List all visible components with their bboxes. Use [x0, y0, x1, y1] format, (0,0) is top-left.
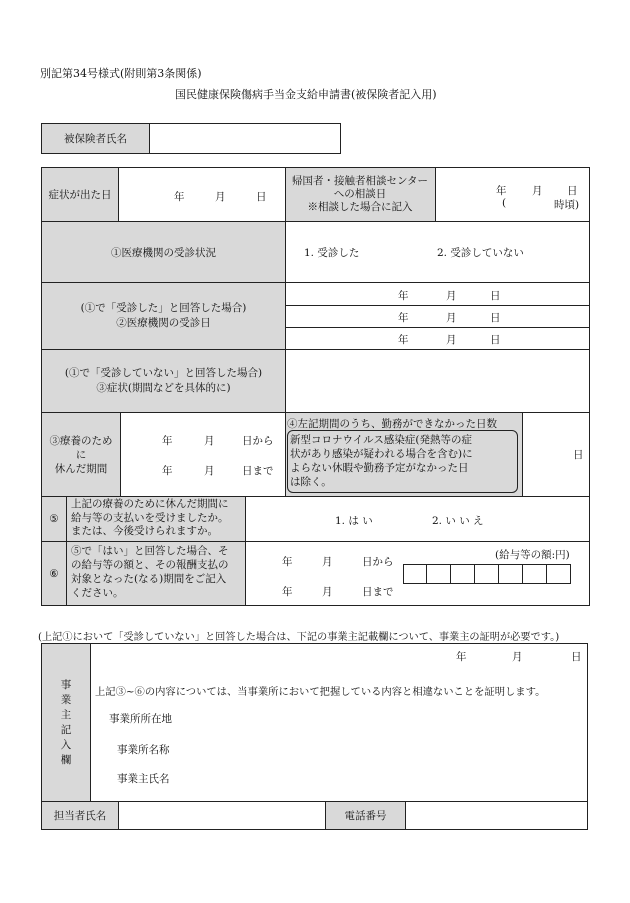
symptom-day: 日 — [256, 191, 267, 203]
amount-digit-box[interactable] — [475, 564, 499, 584]
employer-owner-field[interactable] — [180, 765, 580, 787]
symptom-date-field[interactable] — [119, 168, 285, 221]
q6-amount-label: (給与等の額:円) — [495, 549, 570, 561]
symptom-month: 月 — [215, 191, 226, 203]
q5-option-yes[interactable]: 1. は い — [335, 515, 373, 527]
q6-text: ⑤で「はい」と回答した場合、そ の給与等の額と、その報酬支払の 対象となった(なる)期間をご記入 ください。 — [71, 545, 229, 599]
employer-note: (上記①において「受診していない」と回答した場合は、下記の事業主記載欄について、事業主の証明が必要です。) — [38, 632, 560, 643]
q4-days-field[interactable]: 日 — [573, 449, 584, 461]
employer-statement: 上記③~⑥の内容については、当事業所において把握している内容と相違ないことを証明します。 — [95, 686, 546, 698]
q4-note: 新型コロナウイルス感染症(発熱等の症 状があり感染が疑われる場合を含む)に よらない休暇や勤務予定がなかった日 は除く。 — [290, 434, 473, 488]
q5-text: 上記の療養のために休んだ期間に 給与等の支払いを受けましたか。 または、今後受けられますか。 — [71, 498, 229, 537]
q1-option-not-visited[interactable]: 2. 受診していない — [437, 247, 524, 259]
q5-number: ⑤ — [49, 513, 59, 525]
phone-label: 電話番号 — [326, 802, 405, 829]
center-consult-date-field[interactable]: 年 月 日 ( 時頃) — [496, 185, 580, 211]
employer-company-label: 事業所名称 — [117, 744, 170, 756]
q2-date-row-1[interactable]: 年 月 日 — [398, 290, 501, 302]
rest-period-label: ③療養のため に 休んだ期間 — [49, 434, 113, 475]
employer-address-field[interactable] — [180, 705, 580, 727]
insured-name-label: 被保険者氏名 — [42, 124, 150, 153]
q2-date-row-2[interactable]: 年 月 日 — [398, 312, 501, 324]
q1-option-visited[interactable]: 1. 受診した — [304, 247, 360, 259]
q6-period-field[interactable]: 年 月 日から 年 月 日まで — [282, 556, 394, 598]
insured-name-field[interactable] — [151, 124, 340, 153]
employer-owner-label: 事業主氏名 — [117, 773, 170, 785]
q2-date-row-3[interactable]: 年 月 日 — [398, 334, 501, 346]
employer-company-field[interactable] — [180, 736, 580, 758]
form-number: 別記第34号様式(附則第3条関係) — [40, 67, 202, 80]
q6-amount-field[interactable] — [403, 564, 571, 584]
phone-field[interactable] — [406, 802, 588, 829]
contact-person-label: 担当者氏名 — [42, 802, 118, 829]
symptom-date-label: 症状が出た日 — [48, 189, 112, 201]
employer-address-label: 事業所所在地 — [109, 713, 172, 725]
employer-date[interactable]: 年 月 日 — [456, 651, 582, 663]
amount-digit-box[interactable] — [499, 564, 523, 584]
q5-option-no[interactable]: 2. い い え — [432, 515, 484, 527]
q3-symptom-field[interactable] — [286, 350, 590, 412]
amount-digit-box[interactable] — [427, 564, 451, 584]
q1-label: ①医療機関の受診状況 — [111, 246, 216, 259]
amount-digit-box[interactable] — [403, 564, 427, 584]
contact-person-field[interactable] — [119, 802, 325, 829]
form-title: 国民健康保険傷病手当金支給申請書(被保険者記入用) — [175, 88, 437, 101]
q2-label: (①で「受診した」と回答した場合) ②医療機関の受診日 — [80, 302, 247, 329]
center-consult-label: 帰国者・接触者相談センター への相談日 ※相談した場合に記入 — [291, 175, 429, 213]
symptom-year: 年 — [174, 191, 185, 203]
employer-side-label: 事 業 主 記 入 欄 — [60, 678, 72, 766]
amount-digit-box[interactable] — [523, 564, 547, 584]
q4-title: ④左記期間のうち、勤務ができなかった日数 — [287, 418, 497, 430]
q6-number: ⑥ — [49, 567, 59, 580]
amount-digit-box[interactable] — [451, 564, 475, 584]
amount-digit-box[interactable] — [547, 564, 571, 584]
rest-period-field[interactable]: 年 月 日から 年 月 日まで — [162, 435, 274, 477]
q3-label: (①で「受診していない」と回答した場合) ③症状(期間などを具体的に) — [64, 367, 263, 394]
